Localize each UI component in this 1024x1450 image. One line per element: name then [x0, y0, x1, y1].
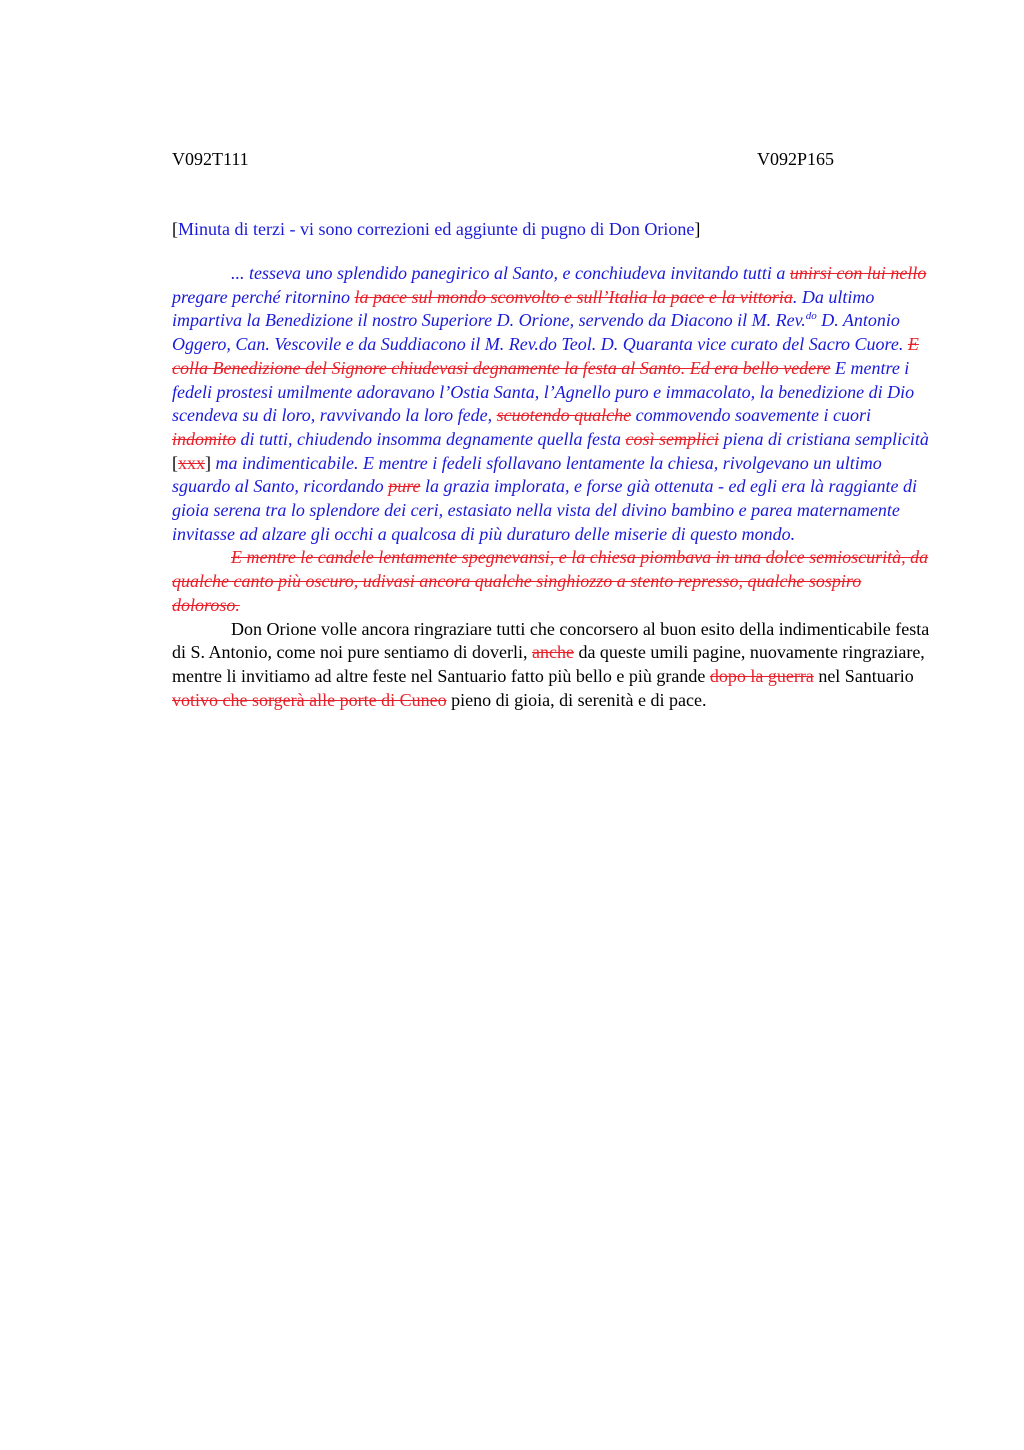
- para1-text-5: E mentre i fedeli prostesi umilmente adoravano l’Ostia Santa, l’Agnello puro e immacolato, la benedizione di Dio scendeva su di loro, ravvivando la loro fede,: [172, 357, 915, 426]
- document-code-right: V092P165: [757, 149, 835, 169]
- para1-text-6: commovendo soavemente i cuori: [631, 405, 872, 426]
- para1-bracket-open: [: [172, 452, 178, 473]
- document-header: [172, 148, 932, 170]
- para3-text-1: Don Orione volle ancora ringraziare tutti che concorsero al buon esito della indimenticabile festa di S. Antonio, come noi pure sentiamo di doverli,: [172, 618, 930, 663]
- para1-deletion-1: unirsi con lui nello: [789, 263, 927, 283]
- para1-deletion-8: pure: [388, 476, 421, 497]
- paragraph-3: [172, 618, 932, 713]
- para1-text-7: di tutti, chiudendo insomma degnamente quella festa: [236, 428, 626, 449]
- document-code-left: V092T111: [172, 149, 249, 169]
- note-close-bracket: ]: [694, 219, 701, 239]
- para1-deletion-7: xxx: [178, 452, 205, 473]
- paragraph-1: [172, 262, 932, 546]
- para1-superscript: do: [805, 310, 817, 323]
- note-text: Minuta di terzi - vi sono correzioni ed aggiunte di pugno di Don Orione: [178, 219, 695, 239]
- note-open-bracket: [: [172, 219, 178, 239]
- para1-deletion-4: scuotendo qualche: [496, 405, 632, 426]
- para3-deletion-2: dopo la guerra: [709, 665, 814, 686]
- para3-deletion-1: anche: [531, 642, 574, 663]
- para1-bracket-close: ]: [205, 452, 211, 473]
- para3-text-3: nel Santuario: [813, 665, 914, 686]
- para3-deletion-3: votivo che sorgerà alle porte di Cuneo: [172, 689, 447, 710]
- para1-deletion-5: indomito: [172, 428, 237, 449]
- document-page: [172, 148, 932, 712]
- paragraph-2: [172, 546, 932, 617]
- para1-text-1: ... tesseva uno splendido panegirico al Santo, e conchiudeva invitando tutti a: [231, 263, 790, 283]
- para1-deletion-3: E colla Benedizione del Signore chiudevasi degnamente la festa al Santo. Ed era bello vedere: [172, 334, 919, 378]
- para1-text-4: D. Antonio Oggero, Can. Vescovile e da Suddiacono il M. Rev.do Teol. D. Quaranta vice curato del Sacro Cuore.: [172, 310, 908, 355]
- para1-deletion-6: così semplici: [625, 428, 719, 449]
- para1-text-2: pregare perché ritornino: [172, 286, 355, 307]
- para1-text-9: ma indimenticabile. E mentre i fedeli sfollavano lentamente la chiesa, rivolgevano un ultimo sguardo al Santo, ricordando: [172, 452, 882, 497]
- para1-text-3: . Da ultimo impartiva la Benedizione il nostro Superiore D. Orione, servendo da Diacono il M. Rev.: [172, 286, 875, 331]
- para1-text-8: piena di cristiana semplicità: [718, 428, 929, 449]
- para2-deletion-1: E mentre le candele lentamente spegnevansi, e la chiesa piombava in una dolce semioscurità, da qualche canto più oscuro, udivasi ancora qualche singhiozzo a stento represso, qualche sospiro doloroso.: [172, 547, 929, 615]
- para3-text-2: da queste umili pagine, nuovamente ringraziare, mentre li invitiamo ad altre feste nel Santuario fatto più bello e più grande: [172, 642, 925, 686]
- para1-text-10: la grazia implorata, e forse già ottenuta - ed egli era là raggiante di gioia serena tra lo splendore dei ceri, estasiato nella vista del divino bambino e parea maternamente invitasse ad alzare gli occhi a qualcosa di più duraturo delle miserie di questo mondo.: [172, 476, 917, 544]
- para3-text-4: pieno di gioia, di serenità e di pace.: [446, 689, 707, 710]
- para1-deletion-2: la pace sul mondo sconvolto e sull’Italia la pace e la vittoria: [354, 286, 793, 307]
- editorial-note: [172, 217, 932, 241]
